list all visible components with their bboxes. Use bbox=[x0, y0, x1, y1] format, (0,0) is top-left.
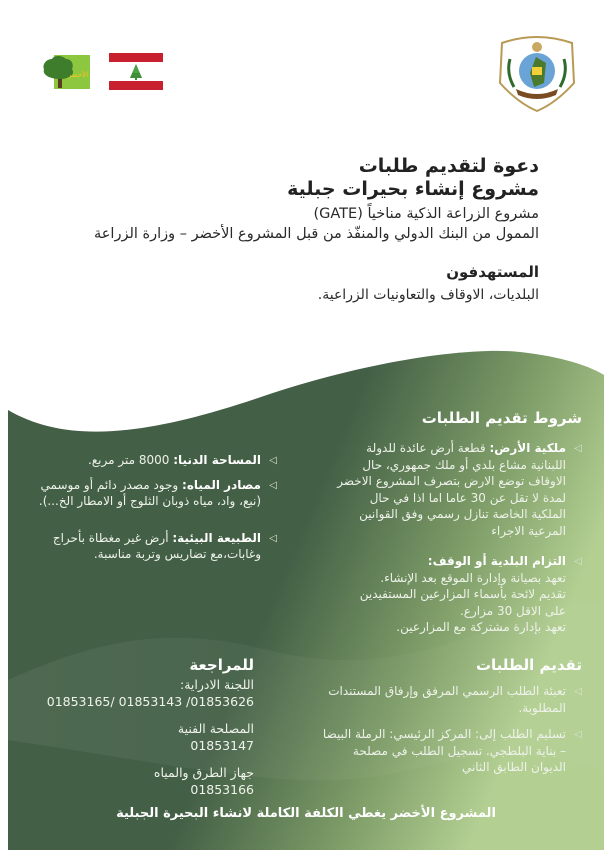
submission-title: تقديم الطلبات bbox=[475, 656, 582, 674]
condition-min-area: ◁ المساحة الدنيا: 8000 متر مربع. bbox=[17, 452, 277, 469]
bullet-icon: ◁ bbox=[269, 455, 277, 466]
contacts-section bbox=[24, 655, 254, 798]
bullet-icon: ◁ bbox=[574, 556, 582, 567]
green-plan-logo bbox=[40, 53, 92, 91]
condition-environment: ◁ الطبيعة البيئية: أرض غير مغطاة بأحراج وغابات،مع تضاريس وتربة مناسبة. bbox=[52, 530, 277, 561]
bullet-icon: ◁ bbox=[574, 729, 582, 740]
beneficiaries-title: المستهدفون bbox=[446, 263, 539, 281]
contact-phone[interactable]: 01853626/ 01853143 /01853165 bbox=[46, 694, 254, 709]
beneficiaries-section bbox=[139, 262, 539, 306]
commitment-line: تعهد بصيانة وإدارة الموقع بعد الإنشاء. bbox=[380, 570, 566, 585]
contact-phone[interactable]: 01853166 bbox=[190, 782, 254, 797]
bullet-icon: ◁ bbox=[574, 686, 582, 697]
beneficiaries-text: البلديات، الاوقاف والتعاونيات الزراعية. bbox=[317, 287, 539, 303]
commitment-line: على الاقل 30 مزارع. bbox=[459, 603, 566, 618]
commitment-line: تقديم لائحة بأسماء المزارعين المستفيدين bbox=[359, 587, 566, 601]
condition-land-ownership: ◁ ملكية الأرض: قطعة أرض عائدة للدولة اللبنانية مشاع بلدي أو ملك جمهوري، حال الاوقاف توضع الارض بتصرف المشروع الاخضر لمدة لا تقل عن 30 عاما اما اذا في حال الملكية الخاصة تنازل رسمي وفق القوانين المرعية الاجراء bbox=[337, 441, 582, 538]
contact-label: جهاز الطرق والمياه bbox=[153, 765, 254, 780]
project-funding: الممول من البنك الدولي والمنفّذ من قبل المشروع الأخضر – وزارة الزراعة bbox=[93, 226, 539, 242]
conditions-section bbox=[332, 408, 582, 636]
contact-phone[interactable]: 01853147 bbox=[190, 738, 254, 753]
conditions-left-column bbox=[17, 452, 277, 563]
contact-label: المصلحة الفنية bbox=[177, 721, 254, 736]
ministry-of-agriculture-emblem bbox=[496, 33, 578, 112]
project-name: مشروع الزراعة الذكية مناخياً (GATE) bbox=[313, 206, 539, 222]
commitment-line: تعهد بإدارة مشتركة مع المزارعين. bbox=[396, 620, 566, 634]
page-title-line1: دعوة لتقديم طلبات bbox=[358, 155, 539, 177]
condition-water-sources: ◁ مصادر المياه: وجود مصدر دائم أو موسمي (نبع، واد، مياه ذوبان الثلوج أو الامطار الخ...). bbox=[38, 477, 277, 508]
footer-note: المشروع الأخضر يغطي الكلفة الكاملة لانشاء البحيرة الجبلية bbox=[116, 806, 496, 821]
submission-item: ◁ تسليم الطلب إلى: المركز الرئيسي: الرملة البيضا – بناية البلطجي. تسجيل الطلب في مصلحة الديوان الطابق الثاني bbox=[322, 727, 582, 774]
condition-commitment: ◁ التزام البلدية أو الوقف: bbox=[332, 553, 582, 570]
bullet-icon: ◁ bbox=[269, 532, 277, 544]
conditions-title: شروط تقديم الطلبات bbox=[421, 409, 582, 427]
contact-label: اللجنة الادراية: bbox=[179, 677, 254, 692]
contacts-title: للمراجعة bbox=[189, 656, 254, 674]
bullet-icon: ◁ bbox=[574, 443, 582, 454]
page-title-line2: مشروع إنشاء بحيرات جبلية bbox=[287, 178, 539, 200]
svg-text:الأخضر: الأخضر bbox=[67, 71, 89, 79]
lebanon-flag bbox=[109, 53, 163, 90]
submission-item: ◁ تعبئة الطلب الرسمي المرفق وإرفاق المستندات المطلوبة. bbox=[328, 684, 582, 715]
intro-section bbox=[59, 155, 539, 244]
submission-section bbox=[322, 655, 582, 776]
bullet-icon: ◁ bbox=[269, 479, 277, 491]
